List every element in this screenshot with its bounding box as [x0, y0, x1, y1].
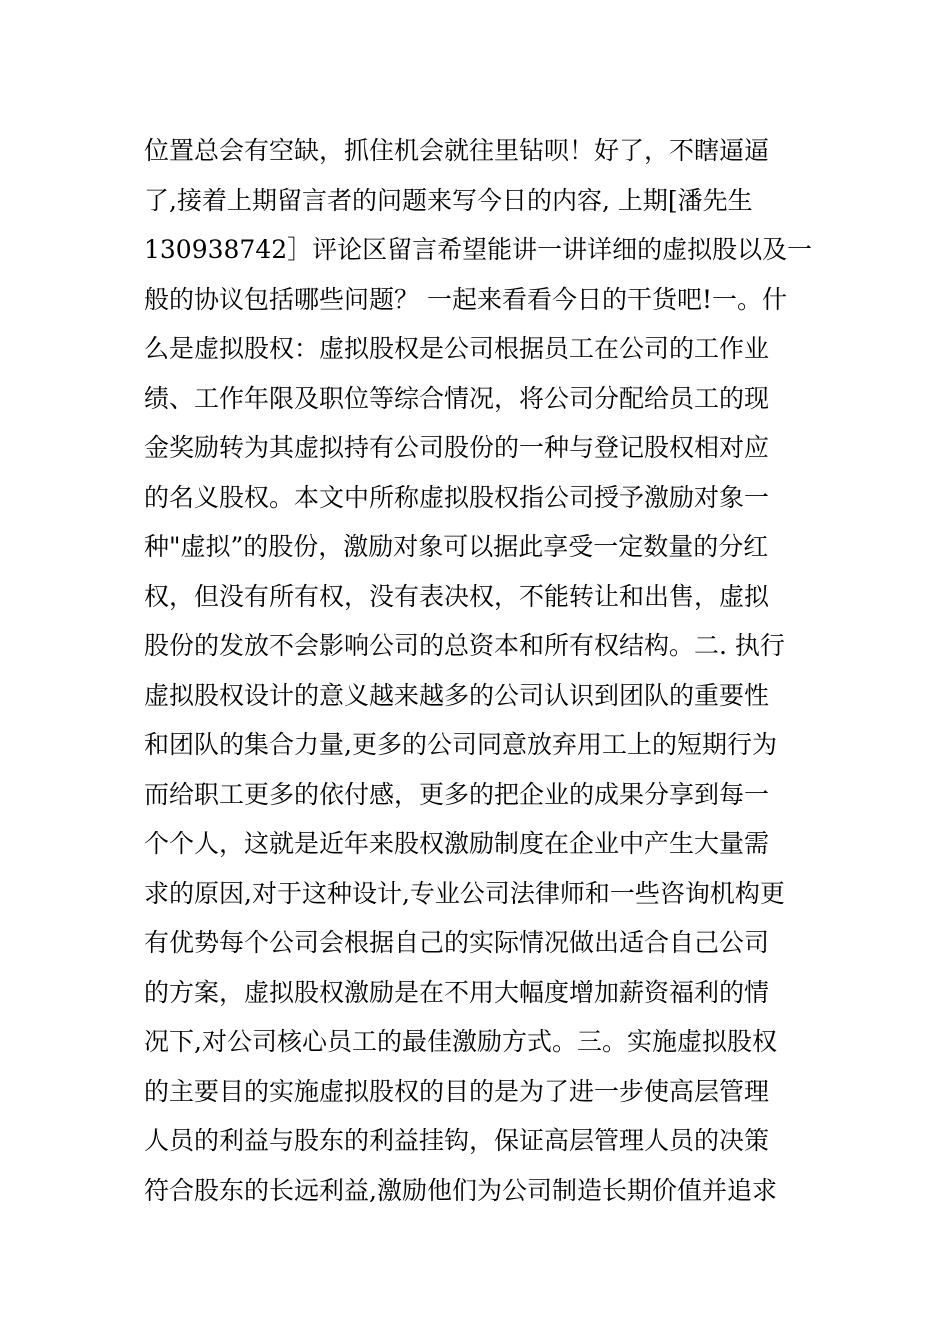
text-line-12: 虚拟股权设计的意义越来越多的公司认识到团队的重要性 — [144, 680, 770, 710]
text-line-9: 种"虚拟”的股份，激励对象可以据此享受一定数量的分红 — [144, 532, 769, 561]
text-line-7: 金奖励转为其虚拟持有公司股份的一种与登记股权相对应 — [144, 433, 770, 462]
text-line-4: 般的协议包括哪些问题？ 一起来看看今日的干货吧!一。什 — [144, 284, 787, 314]
text-line-3: 130938742］评论区留言希望能讲一讲详细的虚拟股以及一 — [144, 235, 813, 264]
text-line-15: 个个人，这就是近年来股权激励制度在企业中产生大量需 — [144, 829, 770, 858]
text-line-18: 的方案，虚拟股权激励是在不用大幅度增加薪资福利的情 — [144, 977, 770, 1007]
text-line-17: 有优势每个公司会根据自己的实际情况做出适合自己公司 — [144, 928, 770, 957]
body-text — [144, 126, 814, 1215]
text-line-21: 人员的利益与股东的利益挂钩，保证高层管理人员的决策 — [144, 1126, 770, 1155]
text-line-5: 么是虚拟股权：虚拟股权是公司根据员工在公司的工作业 — [144, 334, 770, 363]
text-line-8: 的名义股权。本文中所称虚拟股权指公司授予激励对象一 — [144, 482, 770, 512]
text-line-11: 股份的发放不会影响公司的总资本和所有权结构。二. 执行 — [144, 631, 785, 660]
text-line-14: 而给职工更多的依付感，更多的把企业的成果分享到每一 — [144, 779, 770, 809]
text-line-1: 位置总会有空缺，抓住机会就往里钻呗！好了，不瞎逼逼 — [144, 136, 770, 165]
text-line-13: 和团队的集合力量,更多的公司同意放弃用工上的短期行为 — [144, 730, 777, 759]
text-line-10: 权，但没有所有权，没有表决权，不能转让和出售，虚拟 — [144, 581, 770, 611]
text-line-20: 的主要目的实施虚拟股权的目的是为了进一步使高层管理 — [144, 1076, 770, 1106]
text-line-22: 符合股东的长远利益,激励他们为公司制造长期价值并追求 — [144, 1175, 777, 1205]
text-line-2: 了,接着上期留言者的问题来写今日的内容, 上期[潘先生 — [144, 185, 753, 215]
text-line-6: 绩、工作年限及职位等综合情况，将公司分配给员工的现 — [144, 383, 770, 413]
text-line-16: 求的原因,对于这种设计,专业公司法律师和一些咨询机构更 — [144, 878, 785, 908]
text-line-19: 况下,对公司核心员工的最佳激励方式。三。实施虚拟股权 — [144, 1027, 777, 1056]
